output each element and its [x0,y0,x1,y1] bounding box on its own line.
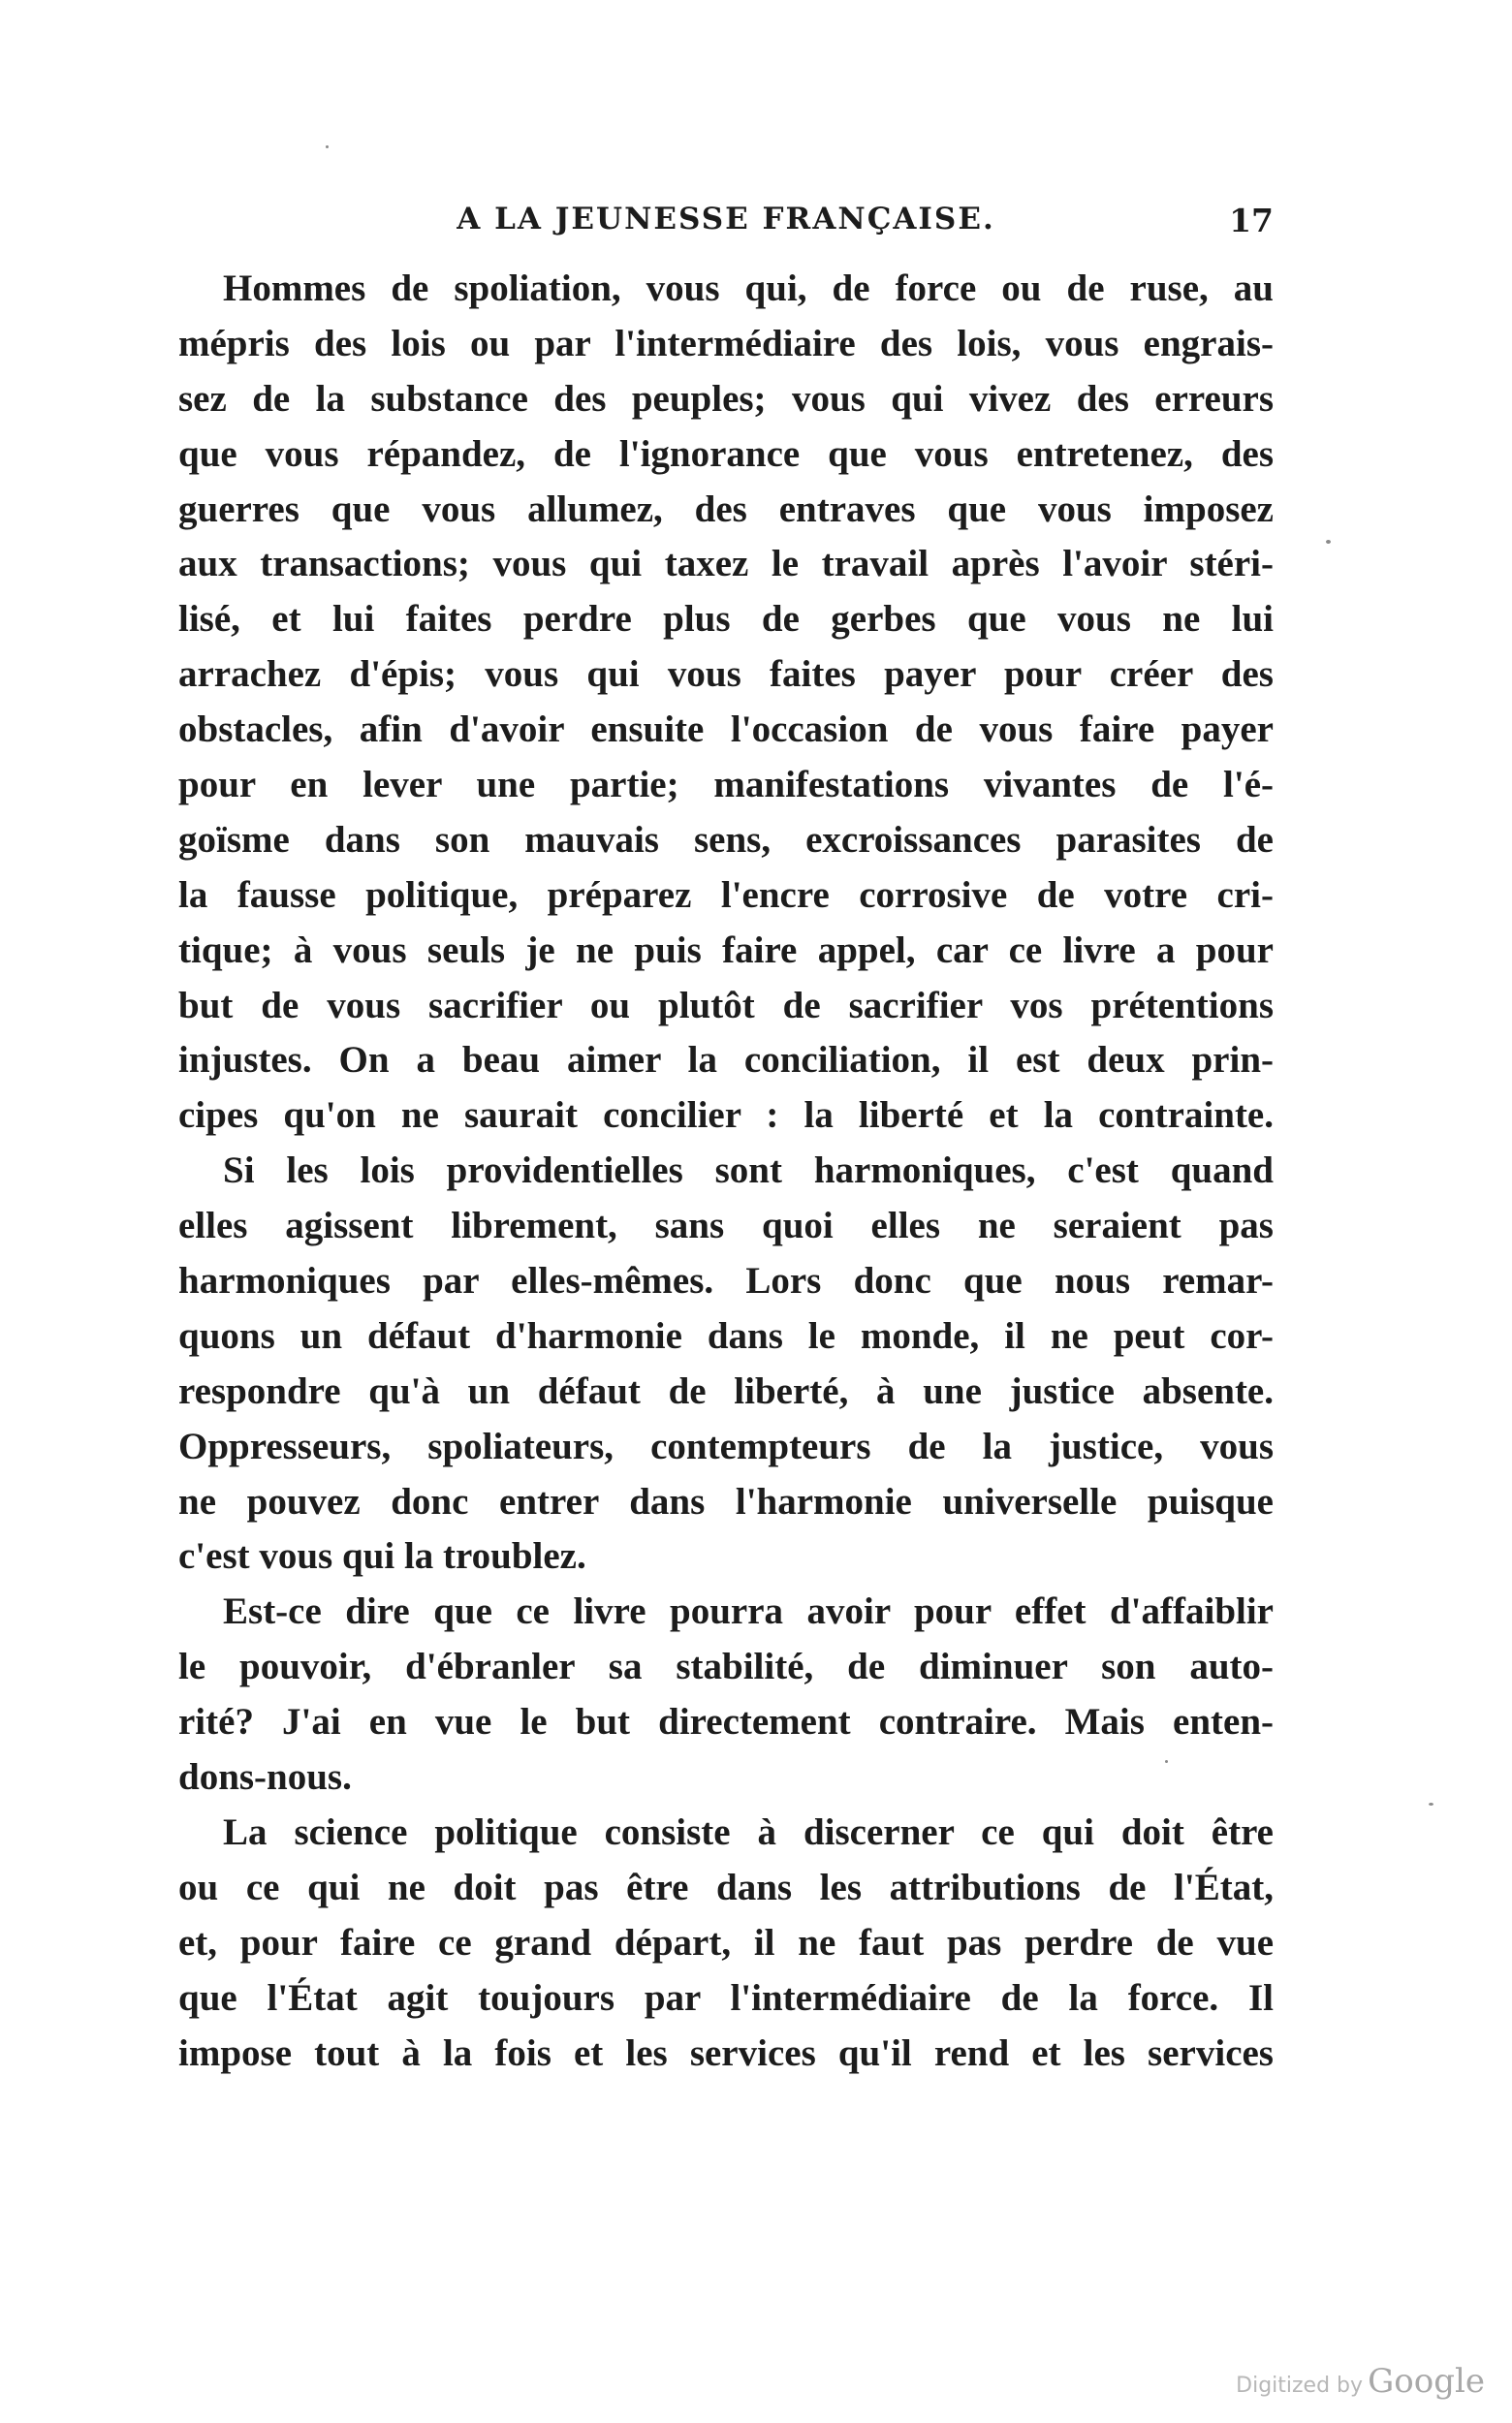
text-line: ne pouvez donc entrer dans l'harmonie universelle puisque [178,1480,1274,1523]
text-line: harmoniques par elles-mêmes. Lors donc que nous remar- [178,1260,1274,1303]
text-line: rité? J'ai en vue le but directement contraire. Mais enten- [178,1701,1274,1744]
text-line: le pouvoir, d'ébranler sa stabilité, de diminuer son auto- [178,1646,1274,1688]
text-line: Hommes de spoliation, vous qui, de force ou de ruse, au [223,267,1274,309]
text-line: Si les lois providentielles sont harmoniques, c'est quand [223,1149,1274,1192]
text-line: que vous répandez, de l'ignorance que vous entretenez, des [178,432,1274,475]
text-line: respondre qu'à un défaut de liberté, à une justice absente. [178,1369,1274,1412]
scan-speck [326,145,329,148]
text-line: pour en lever une partie; manifestations vivantes de l'é- [178,764,1274,806]
text-line: injustes. On a beau aimer la conciliation, il est deux prin- [178,1039,1274,1082]
text-line: elles agissent librement, sans quoi elles ne seraient pas [178,1205,1274,1247]
digitized-watermark [1236,2362,1485,2401]
scan-speck [1326,540,1331,544]
scan-speck [1165,1760,1168,1763]
text-line: la fausse politique, préparez l'encre corrosive de votre cri- [178,873,1274,916]
text-line: goïsme dans son mauvais sens, excroissances parasites de [178,818,1274,861]
text-line: arrachez d'épis; vous qui vous faites payer pour créer des [178,653,1274,696]
text-line: sez de la substance des peuples; vous qui vivez des erreurs [178,377,1274,420]
text-line: et, pour faire ce grand départ, il ne faut pas perdre de vue [178,1921,1274,1964]
text-line: quons un défaut d'harmonie dans le monde, il ne peut cor- [178,1314,1274,1357]
text-line: obstacles, afin d'avoir ensuite l'occasion de vous faire payer [178,708,1274,751]
text-line: impose tout à la fois et les services qu'il rend et les services [178,2031,1274,2074]
text-line: mépris des lois ou par l'intermédiaire des lois, vous engrais- [178,322,1274,364]
text-line: La science politique consiste à discerner ce qui doit être [223,1810,1274,1853]
text-line: dons-nous. [178,1756,352,1799]
text-line: que l'État agit toujours par l'intermédiaire de la force. Il [178,1976,1274,2019]
page-header [178,202,1274,250]
text-line: tique; à vous seuls je ne puis faire appel, car ce livre a pour [178,928,1274,971]
text-line: Est-ce dire que ce livre pourra avoir pour effet d'affaiblir [223,1590,1274,1633]
text-line: Oppresseurs, spoliateurs, contempteurs de la justice, vous [178,1425,1274,1467]
watermark-brand: Google [1368,2362,1485,2401]
scan-speck [1429,1803,1433,1806]
text-line: but de vous sacrifier ou plutôt de sacrifier vos prétentions [178,984,1274,1026]
text-line: c'est vous qui la troublez. [178,1535,586,1578]
text-line: guerres que vous allumez, des entraves que vous imposez [178,488,1274,530]
watermark-prefix: Digitized by [1236,2374,1364,2398]
text-line: aux transactions; vous qui taxez le travail après l'avoir stéri- [178,543,1274,585]
text-line: cipes qu'on ne saurait concilier : la liberté et la contrainte. [178,1094,1274,1137]
running-head: A LA JEUNESSE FRANÇAISE. [457,202,995,236]
text-line: ou ce qui ne doit pas être dans les attributions de l'État, [178,1866,1274,1908]
text-line: lisé, et lui faites perdre plus de gerbes que vous ne lui [178,598,1274,641]
page-number: 17 [1229,202,1274,239]
body-text [178,262,1274,2081]
